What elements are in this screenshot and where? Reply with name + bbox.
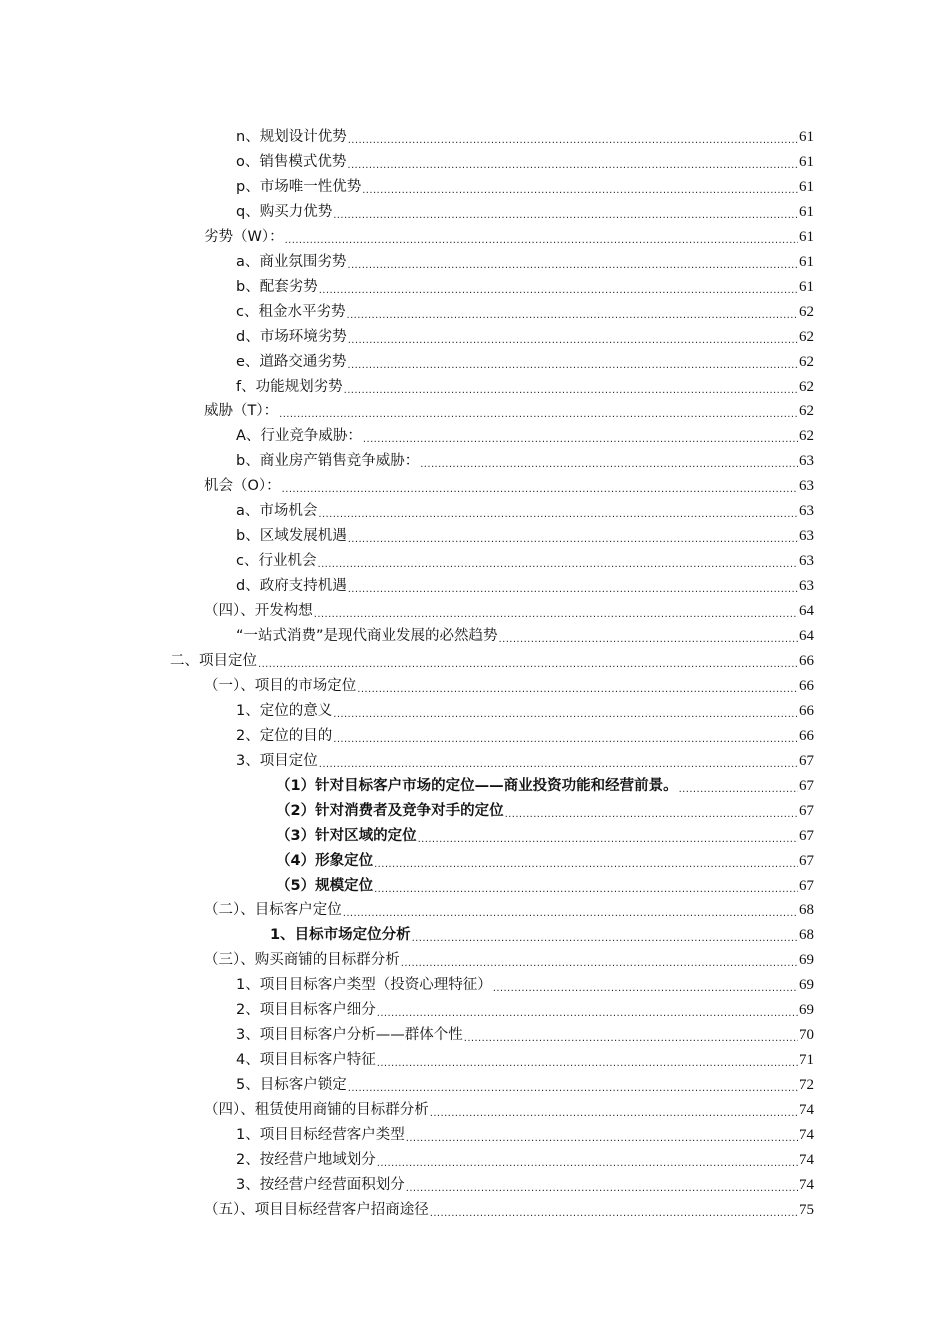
toc-entry-page-number: 64 — [799, 603, 814, 620]
dot-leader — [347, 151, 798, 176]
toc-entry-page-number: 69 — [799, 1002, 814, 1019]
dot-leader — [347, 251, 798, 276]
toc-entry-label: o、销售模式优势 — [236, 153, 347, 170]
dot-leader — [362, 176, 798, 201]
toc-entry-page-number: 62 — [799, 378, 814, 395]
toc-entry-page-number: 62 — [799, 428, 814, 445]
toc-entry-label: c、行业机会 — [236, 553, 317, 570]
toc-entry-label: （2）针对消费者及竞争对手的定位 — [276, 802, 504, 819]
dot-leader — [347, 351, 798, 376]
toc-entry-label: b、区域发展机遇 — [236, 528, 347, 545]
toc-entry[interactable] — [236, 749, 814, 774]
toc-entry[interactable] — [236, 1123, 814, 1148]
dot-leader — [318, 500, 798, 525]
toc-entry[interactable] — [276, 774, 814, 799]
toc-entry[interactable] — [236, 1148, 814, 1173]
toc-entry-label: e、道路交通劣势 — [236, 353, 347, 370]
dot-leader — [258, 650, 798, 675]
toc-entry-page-number: 70 — [799, 1027, 814, 1044]
toc-entry[interactable] — [236, 350, 814, 375]
toc-entry-page-number: 74 — [799, 1102, 814, 1119]
dot-leader — [348, 525, 798, 550]
toc-entry-label: 1、项目目标客户类型（投资心理特征） — [236, 977, 492, 994]
toc-entry-page-number: 63 — [799, 453, 814, 470]
toc-entry-label: a、商业氛围劣势 — [236, 253, 347, 270]
toc-entry[interactable] — [236, 175, 814, 200]
toc-entry-label: 3、项目定位 — [236, 752, 318, 769]
toc-entry-label: （三）、购买商铺的目标群分析 — [204, 952, 400, 969]
toc-entry-page-number: 66 — [799, 652, 814, 669]
dot-leader — [279, 400, 798, 425]
dot-leader — [679, 775, 798, 800]
toc-entry-label: 1、目标市场定位分析 — [270, 927, 411, 944]
toc-entry[interactable] — [276, 824, 814, 849]
toc-entry-label: d、市场环境劣势 — [236, 328, 347, 345]
toc-entry-page-number: 63 — [799, 578, 814, 595]
dot-leader — [374, 850, 798, 875]
toc-entry-page-number: 67 — [799, 752, 814, 769]
toc-entry-page-number: 66 — [799, 727, 814, 744]
dot-leader — [282, 475, 798, 500]
toc-entry[interactable] — [236, 973, 814, 998]
toc-entry-label: f、功能规划劣势 — [236, 378, 343, 395]
toc-entry-page-number: 61 — [799, 253, 814, 270]
dot-leader — [343, 899, 798, 924]
toc-entry[interactable] — [236, 1173, 814, 1198]
dot-leader — [493, 974, 798, 999]
toc-entry[interactable] — [276, 874, 814, 899]
toc-entry-page-number: 61 — [799, 129, 814, 145]
toc-entry[interactable] — [276, 849, 814, 874]
toc-entry-page-number: 67 — [799, 877, 814, 894]
toc-entry-page-number: 61 — [799, 153, 814, 170]
dot-leader — [285, 226, 798, 251]
toc-entry-page-number: 72 — [799, 1077, 814, 1094]
toc-entry[interactable] — [236, 449, 814, 474]
toc-entry-label: 机会（O）： — [204, 478, 281, 495]
toc-entry-page-number: 63 — [799, 553, 814, 570]
dot-leader — [430, 1199, 798, 1224]
toc-entry[interactable] — [236, 125, 814, 150]
dot-leader — [333, 201, 798, 226]
toc-entry-page-number: 62 — [799, 403, 814, 420]
toc-entry-label: 2、项目目标客户细分 — [236, 1002, 376, 1019]
toc-entry-page-number: 64 — [799, 628, 814, 644]
toc-entry-label: c、租金水平劣势 — [236, 303, 346, 320]
toc-entry-page-number: 61 — [799, 178, 814, 195]
dot-leader — [401, 949, 798, 974]
dot-leader — [333, 725, 798, 750]
dot-leader — [499, 625, 798, 650]
toc-entry-label: a、市场机会 — [236, 503, 318, 520]
dot-leader — [374, 875, 798, 900]
toc-entry-label: 二、项目定位 — [170, 652, 257, 669]
dot-leader — [348, 326, 798, 351]
toc-entry-label: 2、定位的目的 — [236, 727, 333, 744]
toc-entry-page-number: 61 — [799, 278, 814, 295]
toc-entry[interactable] — [204, 599, 814, 624]
toc-entry-label: （四）、开发构想 — [204, 603, 313, 620]
toc-entry-label: 劣势（W）： — [204, 228, 284, 245]
dot-leader — [430, 1099, 798, 1124]
toc-entry[interactable] — [236, 574, 814, 599]
dot-leader — [346, 301, 798, 326]
toc-entry[interactable] — [204, 225, 814, 250]
dot-leader — [357, 675, 798, 700]
toc-entry-label: “一站式消费”是现代商业发展的必然趋势 — [236, 628, 498, 644]
dot-leader — [406, 1174, 798, 1199]
toc-entry-page-number: 62 — [799, 328, 814, 345]
toc-entry-label: （五）、项目目标经营客户招商途径 — [204, 1201, 429, 1218]
toc-entry-label: b、商业房产销售竞争威胁： — [236, 453, 420, 470]
toc-entry-page-number: 74 — [799, 1127, 814, 1143]
toc-entry-page-number: 61 — [799, 228, 814, 245]
toc-entry-page-number: 74 — [799, 1151, 814, 1168]
toc-entry[interactable] — [270, 923, 814, 948]
toc-entry-page-number: 66 — [799, 702, 814, 719]
dot-leader — [317, 550, 798, 575]
toc-entry-label: 1、定位的意义 — [236, 702, 333, 719]
toc-entry-label: 3、按经营户经营面积划分 — [236, 1176, 405, 1193]
toc-entry[interactable] — [236, 1073, 814, 1098]
dot-leader — [412, 924, 798, 949]
dot-leader — [348, 575, 798, 600]
toc-entry[interactable] — [236, 325, 814, 350]
toc-entry-page-number: 66 — [799, 677, 814, 694]
dot-leader — [464, 1024, 798, 1049]
toc-entry-page-number: 68 — [799, 902, 814, 919]
toc-entry[interactable] — [204, 1098, 814, 1123]
dot-leader — [420, 450, 798, 475]
toc-entry-label: 3、项目目标客户分析——群体个性 — [236, 1027, 463, 1044]
toc-entry-page-number: 74 — [799, 1176, 814, 1193]
toc-entry[interactable] — [236, 200, 814, 225]
toc-entry-label: 5、目标客户锁定 — [236, 1077, 347, 1094]
toc-entry[interactable] — [204, 898, 814, 923]
dot-leader — [363, 425, 798, 450]
dot-leader — [319, 750, 798, 775]
toc-entry[interactable] — [204, 674, 814, 699]
toc-entry[interactable] — [236, 499, 814, 524]
toc-entry[interactable] — [236, 524, 814, 549]
toc-entry-label: （4）形象定位 — [276, 852, 374, 869]
dot-leader — [406, 1124, 798, 1149]
dot-leader — [377, 1149, 798, 1174]
toc-entry[interactable] — [236, 275, 814, 300]
toc-entry-page-number: 62 — [799, 353, 814, 370]
toc-entry-label: b、配套劣势 — [236, 278, 318, 295]
toc-entry-page-number: 67 — [799, 852, 814, 869]
toc-entry-page-number: 71 — [799, 1052, 814, 1069]
toc-entry-label: 2、按经营户地域划分 — [236, 1151, 376, 1168]
dot-leader — [344, 376, 798, 401]
toc-entry-label: 4、项目目标客户特征 — [236, 1052, 376, 1069]
dot-leader — [377, 999, 798, 1024]
toc-entry[interactable] — [236, 998, 814, 1023]
toc-entry-label: d、政府支持机遇 — [236, 578, 347, 595]
toc-entry-label: p、市场唯一性优势 — [236, 178, 362, 195]
toc-entry-page-number: 63 — [799, 478, 814, 495]
toc-entry-label: （1）针对目标客户市场的定位——商业投资功能和经营前景。 — [276, 777, 678, 794]
toc-entry-page-number: 62 — [799, 303, 814, 320]
toc-entry-page-number: 69 — [799, 977, 814, 994]
toc-entry-label: （5）规模定位 — [276, 877, 374, 894]
toc-entry[interactable] — [236, 1048, 814, 1073]
toc-entry[interactable] — [236, 424, 814, 449]
toc-entry-page-number: 67 — [799, 827, 814, 844]
dot-leader — [333, 700, 798, 725]
toc-entry[interactable] — [236, 1023, 814, 1048]
dot-leader — [505, 800, 798, 825]
toc-entry-page-number: 67 — [799, 802, 814, 819]
dot-leader — [314, 600, 798, 625]
toc-entry[interactable] — [204, 474, 814, 499]
toc-entry[interactable] — [204, 399, 814, 424]
toc-entry-label: 1、项目目标经营客户类型 — [236, 1127, 405, 1143]
toc-entry[interactable] — [236, 699, 814, 724]
toc-entry-page-number: 63 — [799, 528, 814, 545]
dot-leader — [348, 126, 798, 151]
toc-entry-page-number: 61 — [799, 203, 814, 220]
toc-entry[interactable] — [236, 250, 814, 275]
toc-entry[interactable] — [236, 150, 814, 175]
toc-entry-label: （一）、项目的市场定位 — [204, 677, 357, 694]
dot-leader — [377, 1049, 798, 1074]
toc-entry-label: A、行业竞争威胁： — [236, 428, 362, 445]
toc-entry[interactable] — [204, 948, 814, 973]
toc-entry[interactable] — [236, 549, 814, 574]
toc-entry-page-number: 68 — [799, 927, 814, 944]
toc-entry[interactable] — [276, 799, 814, 824]
toc-entry-label: q、购买力优势 — [236, 203, 333, 220]
dot-leader — [418, 825, 798, 850]
toc-entry-label: （四）、租赁使用商铺的目标群分析 — [204, 1102, 429, 1119]
toc-entry[interactable] — [236, 624, 814, 649]
toc-entry-label: n、规划设计优势 — [236, 129, 347, 145]
toc-entry-label: （二）、目标客户定位 — [204, 902, 342, 919]
toc-entry[interactable] — [170, 649, 814, 674]
toc-entry-label: 威胁（T）： — [204, 403, 279, 420]
toc-entry[interactable] — [204, 1198, 814, 1223]
toc-entry[interactable] — [236, 724, 814, 749]
toc-entry-page-number: 69 — [799, 952, 814, 969]
toc-entry[interactable] — [236, 375, 814, 400]
dot-leader — [319, 276, 798, 301]
toc-entry[interactable] — [236, 300, 814, 325]
toc-entry-page-number: 67 — [799, 777, 814, 794]
toc-entry-page-number: 63 — [799, 503, 814, 520]
toc-entry-label: （3）针对区域的定位 — [276, 827, 417, 844]
dot-leader — [348, 1074, 798, 1099]
toc-entry-page-number: 75 — [799, 1201, 814, 1218]
